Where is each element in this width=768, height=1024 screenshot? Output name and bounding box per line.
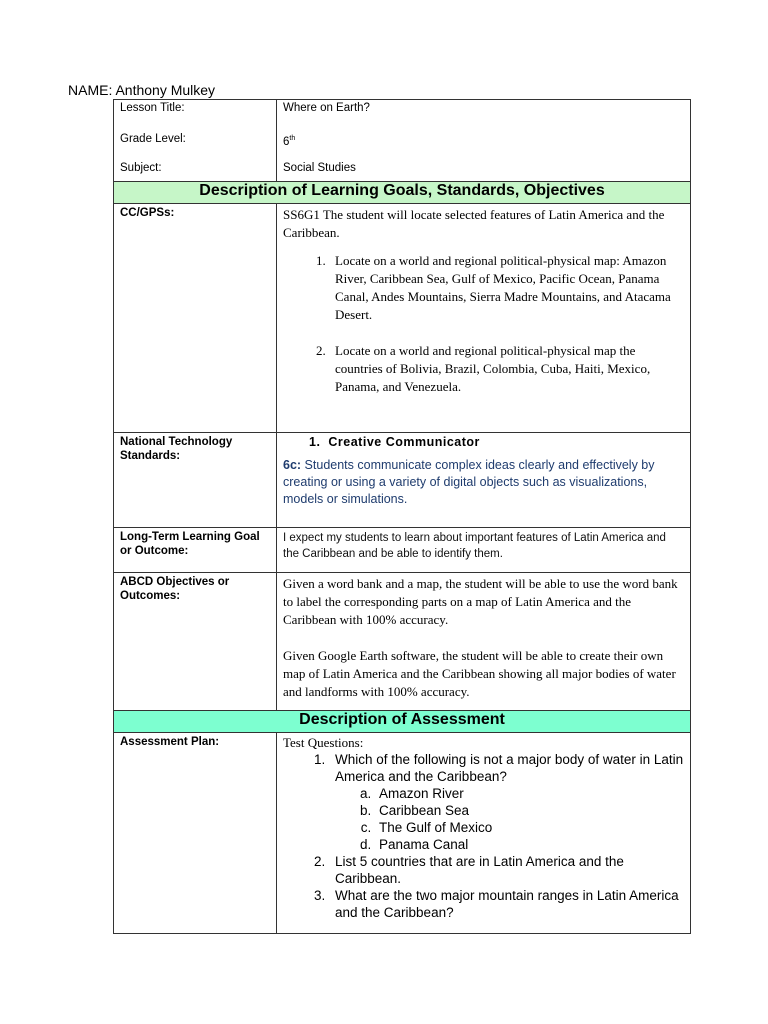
long-term-goal-text: I expect my students to learn about important features of Latin America and the Caribbean and be able to identify them. [283, 532, 666, 560]
long-term-goal-label: Long-Term Learning Goal or Outcome: [120, 531, 260, 557]
grade-number: 6 [283, 135, 290, 148]
tech-standards-label: National Technology Standards: [120, 436, 233, 462]
test-question: 3. What are the two major mountain ranges in Latin America and the Caribbean? [329, 887, 684, 921]
assessment-header: Description of Assessment [114, 711, 691, 733]
test-question-text: Which of the following is not a major body of water in Latin America and the Caribbean? [335, 752, 684, 784]
ccgps-item: 2. Locate on a world and regional political-physical map the countries of Bolivia, Brazil, Colombia, Cuba, Haiti, Mexico, Panama, and Venezuela. [329, 342, 684, 396]
student-name: NAME: Anthony Mulkey [68, 82, 216, 98]
answer-option: a. Amazon River [375, 785, 684, 802]
grade-level-value [283, 130, 684, 159]
ccgps-item: 1. Locate on a world and regional political-physical map: Amazon River, Caribbean Sea, Gulf of Mexico, Pacific Ocean, Panama Canal, Andes Mountains, Sierra Madre Mountains, and Atacama Desert. [329, 252, 684, 324]
lesson-info-labels [114, 100, 277, 182]
goals-header: Description of Learning Goals, Standards, Objectives [114, 182, 691, 204]
test-question [329, 751, 684, 853]
ccgps-list [283, 252, 684, 396]
long-term-goal-row [114, 528, 691, 573]
abcd-label: ABCD Objectives or Outcomes: [120, 576, 230, 602]
assessment-plan-row [114, 733, 691, 934]
tech-item-title: Creative Communicator [328, 435, 480, 449]
answer-option: c. The Gulf of Mexico [375, 819, 684, 836]
tech-code: 6c: [283, 458, 302, 472]
subject-label: Subject: [120, 162, 162, 174]
lesson-info-row [114, 100, 691, 182]
abcd-objective-2: Given Google Earth software, the student will be able to create their own map of Latin America and the Caribbean showing all major bodies of water and landforms with 100% accuracy. [283, 648, 676, 699]
answer-option: d. Panama Canal [375, 836, 684, 853]
tech-description: Students communicate complex ideas clearly and effectively by creating or using a variety of digital objects such as visualizations, models or simulations. [283, 458, 655, 506]
tech-standards-row [114, 433, 691, 528]
abcd-row [114, 573, 691, 711]
assessment-content [277, 733, 690, 922]
tech-standard-title [277, 433, 690, 449]
abcd-content [277, 573, 690, 703]
tech-standard-text [277, 449, 690, 508]
assessment-plan-label: Assessment Plan: [120, 736, 220, 748]
grade-suffix: th [289, 135, 296, 142]
lesson-title-label: Lesson Title: [120, 102, 185, 114]
subject-value: Social Studies [283, 162, 356, 174]
answer-options [335, 785, 684, 853]
assessment-header-row [114, 711, 691, 733]
ccgps-intro: SS6G1 The student will locate selected features of Latin America and the Caribbean. [283, 207, 665, 240]
test-questions-intro: Test Questions: [283, 735, 364, 750]
ccgps-label: CC/GPSs: [120, 207, 175, 219]
ccgps-row [114, 204, 691, 433]
grade-level-label: Grade Level: [120, 133, 186, 145]
test-questions-list [283, 751, 684, 921]
answer-option: b. Caribbean Sea [375, 802, 684, 819]
test-question: 2. List 5 countries that are in Latin America and the Caribbean. [329, 853, 684, 887]
abcd-objective-1: Given a word bank and a map, the student will be able to use the word bank to label the corresponding parts on a map of Latin America and the Caribbean with 100% accuracy. [283, 576, 678, 627]
lesson-info-values [277, 100, 691, 182]
lesson-title-value: Where on Earth? [283, 102, 370, 114]
tech-item-number: 1. [309, 435, 321, 449]
lesson-plan-table [113, 99, 691, 934]
goals-header-row [114, 182, 691, 204]
ccgps-content [277, 204, 690, 398]
